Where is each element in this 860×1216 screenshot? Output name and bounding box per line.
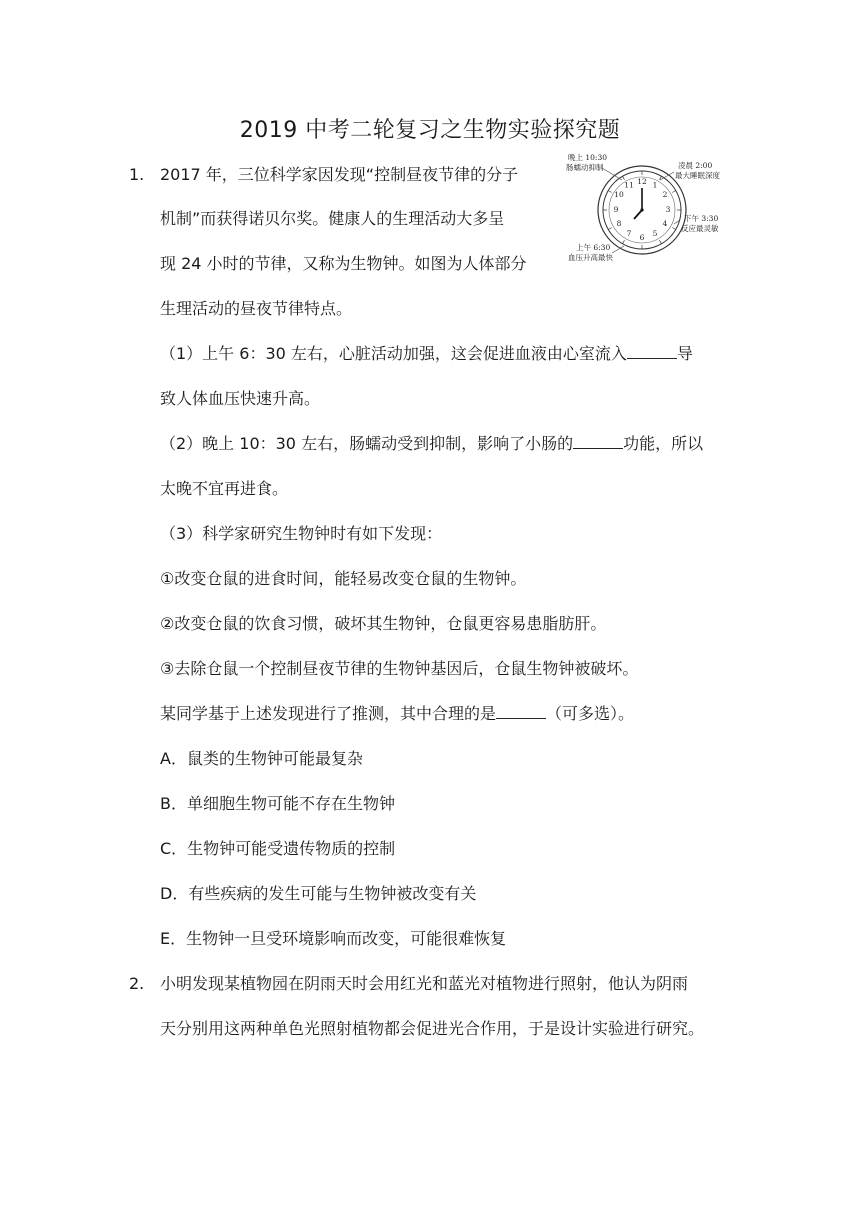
label-dawn-time: 凌晨 2:00 bbox=[678, 161, 713, 170]
q1-inference-tail: （可多选）。 bbox=[546, 704, 635, 723]
clock-face bbox=[598, 166, 686, 254]
label-am-text: 血压升高最快 bbox=[568, 253, 613, 262]
label-dawn-text: 最大睡眠深度 bbox=[675, 171, 720, 180]
q1-inference-line bbox=[160, 703, 634, 725]
q1-intro-line-1: 2017 年，三位科学家因发现“控制昼夜节律的分子 bbox=[160, 165, 519, 184]
clock-hour-hand bbox=[634, 210, 642, 219]
q1-sub2-continuation: 太晚不宜再进食。 bbox=[160, 479, 289, 498]
question-1-number: 1. bbox=[129, 165, 145, 184]
answer-blank-2[interactable] bbox=[573, 433, 623, 449]
option-b: B．单细胞生物可能不存在生物钟 bbox=[160, 794, 395, 813]
clock-number: 9 bbox=[613, 205, 619, 214]
q1-sub3-line: （3）科学家研究生物钟时有如下发现： bbox=[160, 524, 443, 543]
clock-number: 4 bbox=[662, 219, 668, 228]
clock-number: 12 bbox=[637, 177, 647, 186]
clock-number: 8 bbox=[616, 219, 622, 228]
finding-item: ③去除仓鼠一个控制昼夜节律的生物钟基因后，仓鼠生物钟被破坏。 bbox=[160, 659, 639, 678]
label-night-time: 晚上 10:30 bbox=[568, 153, 607, 162]
finding-item: ②改变仓鼠的饮食习惯，破坏其生物钟，仓鼠更容易患脂肪肝。 bbox=[160, 614, 607, 633]
clock-number: 3 bbox=[665, 205, 671, 214]
q1-sub2-line bbox=[160, 433, 703, 455]
q1-inference-text: 某同学基于上述发现进行了推测，其中合理的是 bbox=[160, 704, 497, 723]
clock-number: 1 bbox=[652, 180, 658, 190]
q1-sub1-text-tail: 导 bbox=[676, 344, 693, 363]
q2-line-1: 小明发现某植物园在阴雨天时会用红光和蓝光对植物进行照射，他认为阴雨 bbox=[160, 974, 689, 993]
circadian-clock-figure bbox=[562, 148, 762, 273]
option-c: C．生物钟可能受遗传物质的控制 bbox=[160, 839, 396, 858]
q2-line-2: 天分别用这两种单色光照射植物都会促进光合作用，于是设计实验进行研究。 bbox=[160, 1019, 705, 1038]
q1-intro-line-4: 生理活动的昼夜节律特点。 bbox=[160, 299, 353, 318]
option-a: A．鼠类的生物钟可能最复杂 bbox=[160, 749, 363, 768]
label-am-time: 上午 6:30 bbox=[576, 243, 611, 252]
q1-sub2-text-tail: 功能，所以 bbox=[623, 434, 704, 453]
answer-blank-3[interactable] bbox=[496, 703, 546, 719]
clock-number: 10 bbox=[614, 190, 624, 199]
option-d: D．有些疾病的发生可能与生物钟被改变有关 bbox=[160, 884, 477, 903]
clock-number: 7 bbox=[626, 229, 632, 238]
question-2-number: 2. bbox=[129, 974, 145, 993]
label-pm-time: 下午 3:30 bbox=[684, 214, 719, 223]
clock-number: 2 bbox=[662, 190, 668, 199]
option-e: E．生物钟一旦受环境影响而改变，可能很难恢复 bbox=[160, 929, 507, 948]
q1-sub1-text: （1）上午 6：30 左右，心脏活动加强，这会促进血液由心室流入 bbox=[160, 344, 627, 363]
q1-intro-line-2: 机制”而获得诺贝尔奖。健康人的生理活动大多呈 bbox=[160, 209, 505, 228]
answer-blank-1[interactable] bbox=[627, 343, 677, 359]
label-night-text: 肠蠕动抑制 bbox=[566, 163, 604, 172]
finding-item: ①改变仓鼠的进食时间，能轻易改变仓鼠的生物钟。 bbox=[160, 569, 527, 588]
q1-sub1-line bbox=[160, 343, 693, 365]
q1-sub1-continuation: 致人体血压快速升高。 bbox=[160, 389, 321, 408]
page-title: 2019 中考二轮复习之生物实验探究题 bbox=[239, 118, 621, 143]
clock-number: 11 bbox=[624, 180, 634, 190]
q1-intro-line-3: 现 24 小时的节律，又称为生物钟。如图为人体部分 bbox=[160, 254, 527, 273]
clock-number: 5 bbox=[652, 229, 658, 238]
clock-number: 6 bbox=[639, 233, 645, 242]
q1-sub2-text: （2）晚上 10：30 左右，肠蠕动受到抑制，影响了小肠的 bbox=[160, 434, 574, 453]
label-pm-text: 反应最灵敏 bbox=[681, 224, 719, 233]
